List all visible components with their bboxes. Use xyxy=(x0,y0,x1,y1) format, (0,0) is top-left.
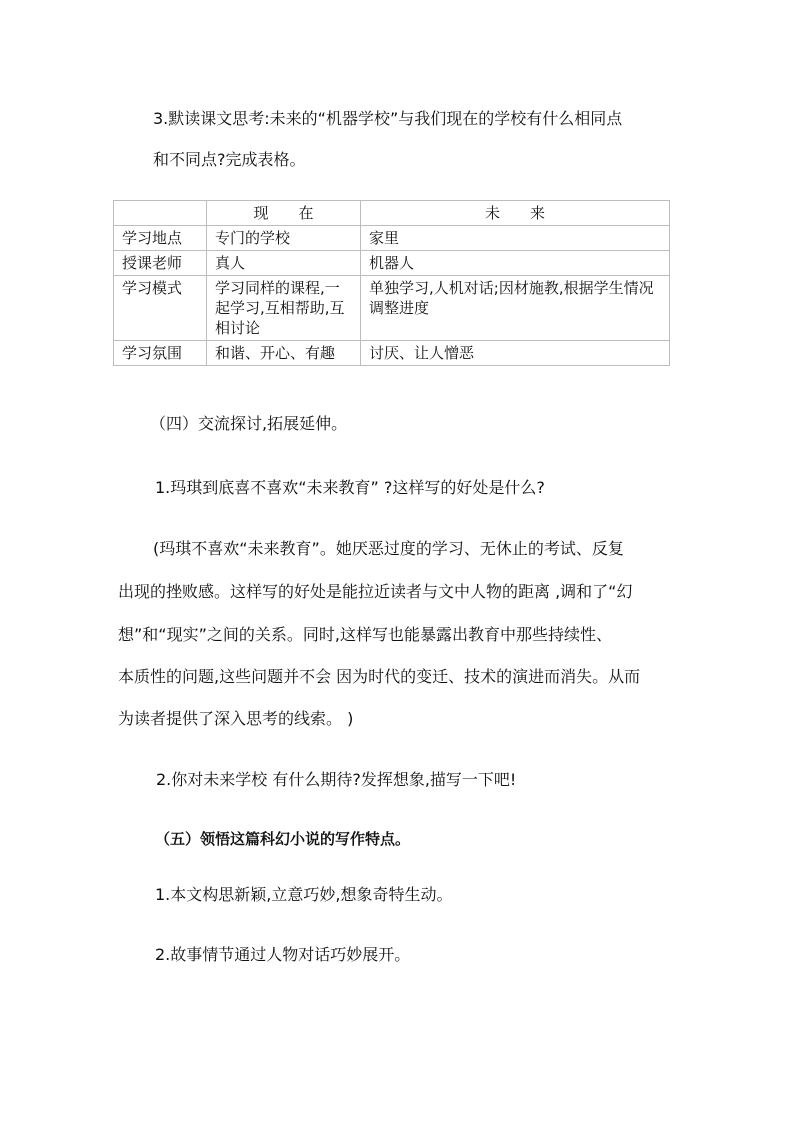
answer-line: 本质性的问题,这些问题并不会 因为时代的变迁、技术的演进而消失。从而 xyxy=(118,667,641,686)
comparison-table xyxy=(113,200,670,366)
table-header-cell: 现 在 xyxy=(207,201,361,226)
question-1: 1.玛琪到底喜不喜欢“未来教育” ?这样写的好处是什么? xyxy=(155,478,545,497)
table-cell: 授课老师 xyxy=(114,251,207,276)
question-3-line-1: 3.默读课文思考:未来的“机器学校”与我们现在的学校有什么相同点 xyxy=(153,109,623,128)
table-cell: 学习地点 xyxy=(114,226,207,251)
table-cell: 机器人 xyxy=(361,251,670,276)
question-2: 2.你对未来学校 有什么期待?发挥想象,描写一下吧! xyxy=(156,770,517,789)
section-5-heading: （五）领悟这篇科幻小说的写作特点。 xyxy=(155,830,411,848)
answer-line: 出现的挫败感。这样写的好处是能拉近读者与文中人物的距离 ,调和了“幻 xyxy=(118,582,633,601)
table-row xyxy=(114,341,670,366)
table-row xyxy=(114,226,670,251)
table-row xyxy=(114,276,670,341)
question-3-line-2: 和不同点?完成表格。 xyxy=(153,150,306,169)
answer-line: 想”和“现实”之间的关系。同时,这样写也能暴露出教育中那些持续性、 xyxy=(118,625,612,644)
table-cell: 学习模式 xyxy=(114,276,207,341)
table-cell: 家里 xyxy=(361,226,670,251)
table-header-cell: 未 来 xyxy=(361,201,670,226)
table-header-row xyxy=(114,201,670,226)
point-2: 2.故事情节通过人物对话巧妙展开。 xyxy=(155,945,411,964)
table-cell: 和谐、开心、有趣 xyxy=(207,341,361,366)
answer-line: 为读者提供了深入思考的线索。 ) xyxy=(118,709,354,728)
table-cell: 学习同样的课程,一起学习,互相帮助,互相讨论 xyxy=(207,276,361,341)
table-cell: 真人 xyxy=(207,251,361,276)
table-cell: 专门的学校 xyxy=(207,226,361,251)
table-cell: 讨厌、让人憎恶 xyxy=(361,341,670,366)
answer-line: (玛琪不喜欢“未来教育”。她厌恶过度的学习、无休止的考试、反复 xyxy=(153,539,624,558)
table-cell: 学习氛围 xyxy=(114,341,207,366)
point-1: 1.本文构思新颖,立意巧妙,想象奇特生动。 xyxy=(155,885,453,904)
table-header-cell xyxy=(114,201,207,226)
table-row xyxy=(114,251,670,276)
table-cell: 单独学习,人机对话;因材施教,根据学生情况调整进度 xyxy=(361,276,670,341)
section-4-heading: （四）交流探讨,拓展延伸。 xyxy=(150,414,348,433)
